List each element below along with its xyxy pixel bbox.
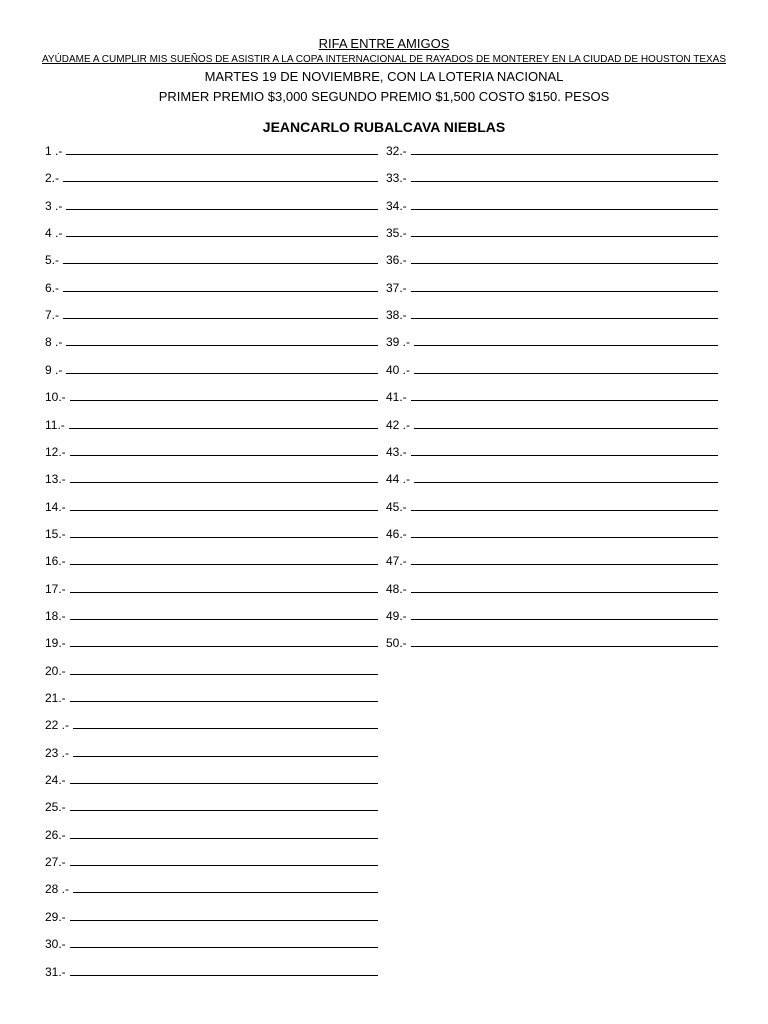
entry-row — [45, 964, 378, 980]
entry-number: 38.- — [386, 308, 407, 323]
entry-name-line[interactable] — [411, 170, 718, 182]
entry-number: 23 .- — [45, 745, 70, 760]
entry-number: 13.- — [45, 472, 66, 487]
entry-row — [45, 170, 378, 186]
entry-name-line[interactable] — [70, 444, 378, 456]
entry-name-line[interactable] — [66, 334, 378, 346]
entry-number: 20.- — [45, 663, 66, 678]
entry-number: 16.- — [45, 554, 66, 569]
entry-row — [45, 553, 378, 569]
draw-date-line: MARTES 19 DE NOVIEMBRE, CON LA LOTERIA NACIONAL — [204, 69, 564, 84]
entry-number: 22 .- — [45, 718, 70, 733]
entry-row — [45, 663, 378, 679]
entry-row — [386, 362, 718, 378]
entry-row — [45, 936, 378, 952]
entry-number: 36.- — [386, 253, 407, 268]
entry-row — [386, 280, 718, 296]
entry-row — [386, 635, 718, 651]
entry-row — [45, 252, 378, 268]
entry-number: 6.- — [45, 280, 60, 295]
entry-number: 7.- — [45, 308, 60, 323]
entry-name-line[interactable] — [73, 717, 378, 729]
entry-name-line[interactable] — [70, 663, 378, 675]
entry-name-line[interactable] — [414, 417, 718, 429]
entry-row — [45, 225, 378, 241]
entry-number: 39 .- — [386, 335, 411, 350]
entry-row — [45, 389, 378, 405]
entry-name-line[interactable] — [411, 499, 718, 511]
entry-number: 30.- — [45, 937, 66, 952]
entry-row — [45, 799, 378, 815]
entry-number: 40 .- — [386, 362, 411, 377]
entry-row — [386, 417, 718, 433]
entry-number: 25.- — [45, 800, 66, 815]
entry-number: 5.- — [45, 253, 60, 268]
entry-name-line[interactable] — [411, 252, 718, 264]
entry-row — [45, 581, 378, 597]
entry-row — [45, 307, 378, 323]
entry-name-line[interactable] — [66, 143, 378, 155]
entry-name-line[interactable] — [70, 827, 378, 839]
entry-number: 9 .- — [45, 362, 63, 377]
entry-number: 12.- — [45, 444, 66, 459]
entry-row — [45, 881, 378, 897]
entry-row — [45, 690, 378, 706]
entry-number: 47.- — [386, 554, 407, 569]
entry-row — [45, 526, 378, 542]
entry-name-line[interactable] — [411, 143, 718, 155]
entry-name-line[interactable] — [414, 471, 718, 483]
entry-number: 41.- — [386, 390, 407, 405]
entry-number: 42 .- — [386, 417, 411, 432]
organizer-name: JEANCARLO RUBALCAVA NIEBLAS — [262, 119, 506, 135]
entry-row — [45, 635, 378, 651]
entry-name-line[interactable] — [66, 225, 378, 237]
entry-number: 31.- — [45, 964, 66, 979]
entry-name-line[interactable] — [70, 389, 378, 401]
entry-name-line[interactable] — [70, 909, 378, 921]
entry-row — [45, 444, 378, 460]
entry-number: 26.- — [45, 827, 66, 842]
entry-name-line[interactable] — [63, 280, 378, 292]
entry-name-line[interactable] — [63, 252, 378, 264]
entry-number: 49.- — [386, 608, 407, 623]
entry-name-line[interactable] — [70, 772, 378, 784]
entry-name-line[interactable] — [411, 635, 718, 647]
entry-row — [45, 334, 378, 350]
entry-number: 3 .- — [45, 198, 63, 213]
entry-row — [45, 854, 378, 870]
entry-name-line[interactable] — [66, 198, 378, 210]
entry-name-line[interactable] — [63, 170, 378, 182]
entry-row — [386, 334, 718, 350]
entry-name-line[interactable] — [69, 417, 378, 429]
entry-row — [386, 389, 718, 405]
entry-name-line[interactable] — [411, 389, 718, 401]
entry-name-line[interactable] — [70, 471, 378, 483]
entry-row — [386, 526, 718, 542]
entry-row — [45, 827, 378, 843]
entry-number: 32.- — [386, 144, 407, 158]
entry-row — [45, 745, 378, 761]
entry-number: 14.- — [45, 499, 66, 514]
entry-number: 8 .- — [45, 335, 63, 350]
entry-number: 4 .- — [45, 226, 63, 241]
entry-name-line[interactable] — [70, 526, 378, 538]
entry-name-line[interactable] — [70, 936, 378, 948]
entry-row — [386, 553, 718, 569]
entry-name-line[interactable] — [66, 362, 378, 374]
entry-number: 50.- — [386, 636, 407, 651]
entry-row — [386, 581, 718, 597]
entry-number: 44 .- — [386, 472, 411, 487]
entry-number: 29.- — [45, 909, 66, 924]
entry-name-line[interactable] — [70, 854, 378, 866]
entry-number: 45.- — [386, 499, 407, 514]
entry-number: 2.- — [45, 171, 60, 186]
entry-row — [45, 909, 378, 925]
prizes-line: PRIMER PREMIO $3,000 SEGUNDO PREMIO $1,500 COSTO $150. PESOS — [158, 89, 610, 104]
entry-number: 27.- — [45, 855, 66, 870]
entry-row — [386, 608, 718, 624]
entry-number: 21.- — [45, 691, 66, 705]
entry-name-line[interactable] — [70, 964, 378, 976]
entry-name-line[interactable] — [411, 280, 718, 292]
entry-name-line[interactable] — [414, 334, 718, 346]
entry-number: 17.- — [45, 581, 66, 596]
entry-name-line[interactable] — [70, 690, 378, 702]
entry-row — [45, 417, 378, 433]
entry-row — [386, 225, 718, 241]
entry-number: 28 .- — [45, 882, 70, 897]
entry-number: 10.- — [45, 390, 66, 405]
entry-row — [45, 608, 378, 624]
entry-number: 37.- — [386, 280, 407, 295]
entry-name-line[interactable] — [411, 526, 718, 538]
entry-name-line[interactable] — [411, 225, 718, 237]
entry-row — [45, 143, 378, 159]
entry-number: 1 .- — [45, 144, 63, 158]
entry-name-line[interactable] — [70, 799, 378, 811]
entry-name-line[interactable] — [70, 553, 378, 565]
entry-number: 46.- — [386, 526, 407, 541]
entry-number: 34.- — [386, 198, 407, 213]
entry-row — [45, 499, 378, 515]
entry-row — [45, 717, 378, 733]
entry-row — [386, 444, 718, 460]
entry-name-line[interactable] — [411, 553, 718, 565]
entry-row — [45, 362, 378, 378]
entry-number: 18.- — [45, 608, 66, 623]
entry-name-line[interactable] — [63, 307, 378, 319]
entry-number: 48.- — [386, 581, 407, 596]
entry-row — [45, 772, 378, 788]
entry-number: 11.- — [45, 417, 65, 432]
entry-name-line[interactable] — [70, 635, 378, 647]
entry-name-line[interactable] — [70, 608, 378, 620]
entry-name-line[interactable] — [411, 608, 718, 620]
entry-row — [386, 143, 718, 159]
entry-number: 19.- — [45, 636, 66, 651]
entry-row — [45, 280, 378, 296]
entry-name-line[interactable] — [73, 881, 378, 893]
entry-number: 15.- — [45, 526, 66, 541]
entry-row — [45, 471, 378, 487]
entry-name-line[interactable] — [70, 581, 378, 593]
entry-name-line[interactable] — [414, 362, 718, 374]
entry-name-line[interactable] — [73, 745, 378, 757]
entry-row — [386, 307, 718, 323]
entry-row — [386, 471, 718, 487]
entry-name-line[interactable] — [411, 444, 718, 456]
entry-row — [386, 170, 718, 186]
entry-row — [386, 252, 718, 268]
entry-name-line[interactable] — [70, 499, 378, 511]
entry-name-line[interactable] — [411, 198, 718, 210]
entry-name-line[interactable] — [411, 307, 718, 319]
entry-number: 35.- — [386, 226, 407, 241]
entry-number: 33.- — [386, 171, 407, 186]
raffle-title: RIFA ENTRE AMIGOS — [318, 36, 450, 51]
entry-row — [386, 198, 718, 214]
entry-number: 24.- — [45, 773, 66, 788]
entry-row — [386, 499, 718, 515]
entry-name-line[interactable] — [411, 581, 718, 593]
entry-row — [45, 198, 378, 214]
entry-number: 43.- — [386, 444, 407, 459]
raffle-subtitle: AYÚDAME A CUMPLIR MIS SUEÑOS DE ASISTIR A LA COPA INTERNACIONAL DE RAYADOS DE MONTEREY EN LA CIUDAD DE HOUSTON TEXAS — [41, 54, 727, 65]
